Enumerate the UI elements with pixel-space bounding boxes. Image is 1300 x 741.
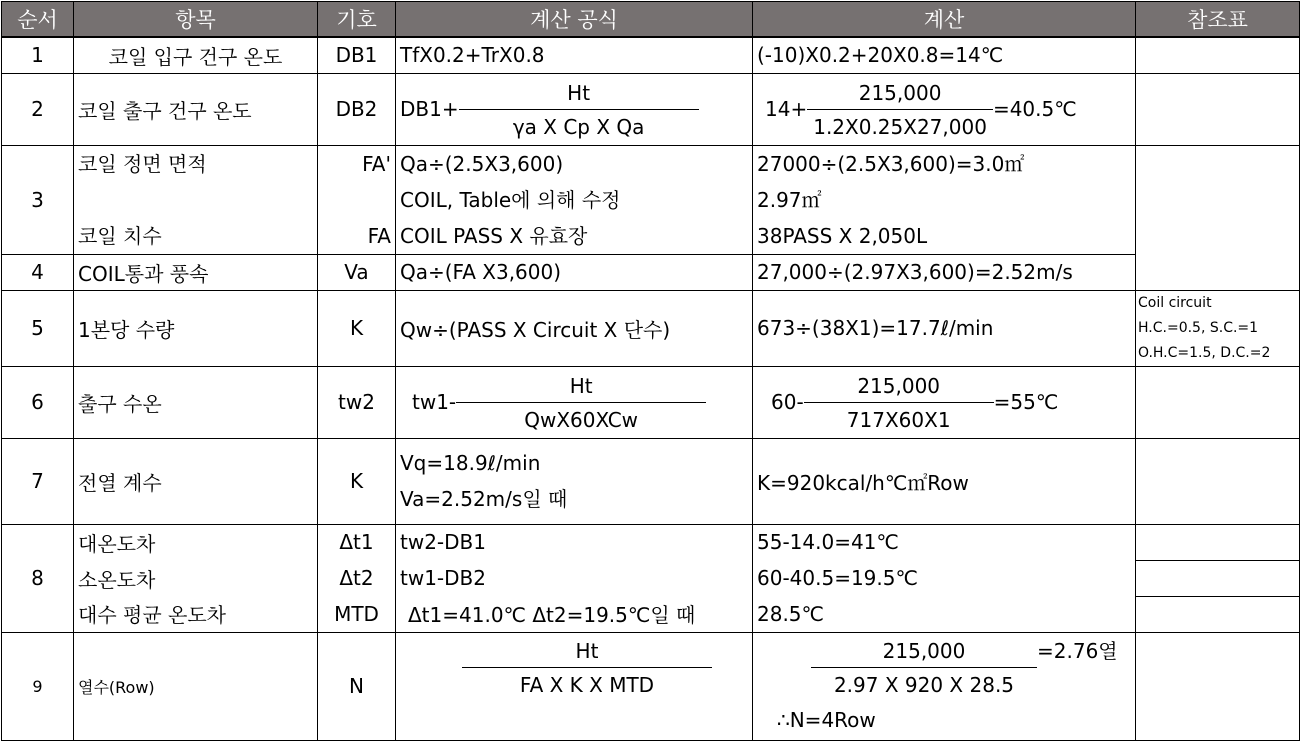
symbol-cell: K <box>318 438 396 524</box>
calculation-cell: 27,000÷(2.97X3,600)=2.52m/s <box>753 254 1136 290</box>
calculation-cell <box>753 145 1136 254</box>
reference-cell <box>1136 632 1300 740</box>
calculation-fraction <box>757 368 1131 437</box>
fraction-numerator: 215,000 <box>858 80 942 105</box>
formula-line: Vq=18.9ℓ/min <box>400 451 541 475</box>
fraction-numerator: Ht <box>569 373 593 398</box>
reference-note: Coil circuit <box>1138 294 1212 311</box>
reference-cell <box>1136 596 1300 632</box>
table-row <box>2 366 1300 438</box>
calc-prefix: 60- <box>771 390 804 414</box>
row-number: 2 <box>2 73 74 145</box>
table-row <box>2 73 1300 145</box>
formula-cell: tw2-DB1 <box>396 524 753 560</box>
fraction-denominator: 2.97 X 920 X 28.5 <box>811 667 1037 702</box>
coil-calculation-table <box>1 1 1300 741</box>
reference-cell <box>1136 524 1300 560</box>
fraction-denominator: FA X K X MTD <box>462 667 712 702</box>
calculation-cell: 673÷(38X1)=17.7ℓ/min <box>753 290 1136 366</box>
formula-fraction <box>400 633 748 702</box>
item-cell: 전열 계수 <box>74 438 318 524</box>
item-label: 코일 정면 면적 <box>78 151 207 176</box>
fraction-numerator: Ht <box>567 80 591 105</box>
col-header-reference: 참조표 <box>1136 2 1300 38</box>
fraction-denominator: 717X60X1 <box>804 402 994 437</box>
symbol-cell: Δt2 <box>318 560 396 596</box>
fraction-numerator: Ht <box>575 638 599 663</box>
calc-prefix: 14+ <box>765 97 808 121</box>
formula-cell <box>396 73 753 145</box>
fraction-numerator: 215,000 <box>857 373 941 398</box>
col-header-calculation: 계산 <box>753 2 1136 38</box>
row-number: 1 <box>2 37 74 73</box>
item-cell: 열수(Row) <box>74 632 318 740</box>
table-row <box>2 290 1300 366</box>
symbol-cell: N <box>318 632 396 740</box>
fraction-denominator: 1.2X0.25X27,000 <box>807 109 993 144</box>
formula-prefix: tw1- <box>412 390 457 414</box>
row-number: 9 <box>2 632 74 740</box>
item-cell: 1본당 수량 <box>74 290 318 366</box>
item-cell: 대온도차 <box>74 524 318 560</box>
calculation-cell: 55-14.0=41℃ <box>753 524 1136 560</box>
calculation-cell: K=920kcal/h℃㎡Row <box>753 438 1136 524</box>
formula-cell: tw1-DB2 <box>396 560 753 596</box>
calc-suffix: =2.76열 <box>1037 638 1118 663</box>
item-cell: 소온도차 <box>74 560 318 596</box>
item-cell: 대수 평균 온도차 <box>74 596 318 632</box>
row-number: 8 <box>2 524 74 632</box>
reference-cell <box>1136 366 1300 438</box>
fraction-denominator: QwX60XCw <box>456 402 706 437</box>
item-cell: COIL통과 풍속 <box>74 254 318 290</box>
item-cell <box>74 145 318 254</box>
fraction-denominator: γa X Cp X Qa <box>459 109 699 144</box>
calculation-fraction <box>757 633 1131 702</box>
symbol-cell: DB2 <box>318 73 396 145</box>
table-row <box>2 524 1300 560</box>
table-row <box>2 596 1300 632</box>
formula-cell <box>396 632 753 740</box>
row-number: 4 <box>2 254 74 290</box>
header-row <box>2 2 1300 38</box>
calculation-cell: 28.5℃ <box>753 596 1136 632</box>
calc-result: ∴N=4Row <box>777 707 876 732</box>
reference-cell <box>1136 560 1300 596</box>
reference-cell <box>1136 37 1300 73</box>
symbol-label: FA' <box>362 151 391 176</box>
formula-cell: Qw÷(PASS X Circuit X 단수) <box>396 290 753 366</box>
calculation-cell: 60-40.5=19.5℃ <box>753 560 1136 596</box>
table-row <box>2 560 1300 596</box>
calculation-cell <box>753 73 1136 145</box>
item-cell: 코일 출구 건구 온도 <box>74 73 318 145</box>
reference-cell <box>1136 73 1300 145</box>
calculation-cell: (-10)X0.2+20X0.8=14℃ <box>753 37 1136 73</box>
formula-cell <box>396 145 753 254</box>
symbol-cell: Va <box>318 254 396 290</box>
row-number: 7 <box>2 438 74 524</box>
formula-line: Qa÷(2.5X3,600) <box>400 151 564 176</box>
col-header-item: 항목 <box>74 2 318 38</box>
table-row <box>2 254 1300 290</box>
row-number: 3 <box>2 145 74 254</box>
formula-fraction <box>400 75 748 144</box>
col-header-order: 순서 <box>2 2 74 38</box>
reference-note: H.C.=0.5, S.C.=1 <box>1138 319 1259 336</box>
symbol-cell: DB1 <box>318 37 396 73</box>
formula-cell <box>396 366 753 438</box>
row-number: 6 <box>2 366 74 438</box>
table-row <box>2 438 1300 524</box>
calculation-line: 2.97㎡ <box>757 187 822 212</box>
calculation-line: 27000÷(2.5X3,600)=3.0㎡ <box>757 151 1025 176</box>
item-label: 코일 치수 <box>78 223 162 248</box>
reference-cell <box>1136 438 1300 524</box>
formula-prefix: DB1+ <box>400 97 459 121</box>
reference-cell <box>1136 290 1300 366</box>
item-label: 코일 입구 건구 온도 <box>108 44 283 69</box>
calculation-fraction <box>757 75 1131 144</box>
formula-cell: TfX0.2+TrX0.8 <box>396 37 753 73</box>
symbol-label: FA <box>367 223 391 248</box>
formula-line: COIL, Table에 의해 수정 <box>400 187 621 212</box>
formula-fraction <box>400 368 748 437</box>
row-number: 5 <box>2 290 74 366</box>
reference-cell <box>1136 145 1300 290</box>
formula-line: COIL PASS X 유효장 <box>400 223 588 248</box>
calculation-line: 38PASS X 2,050L <box>757 223 928 248</box>
fraction-numerator: 215,000 <box>882 638 966 663</box>
calc-suffix: =55℃ <box>993 390 1059 414</box>
formula-cell: Δt1=41.0℃ Δt2=19.5℃일 때 <box>396 596 753 632</box>
table-row <box>2 37 1300 73</box>
col-header-formula: 계산 공식 <box>396 2 753 38</box>
formula-cell: Qa÷(FA X3,600) <box>396 254 753 290</box>
symbol-cell: MTD <box>318 596 396 632</box>
table-row <box>2 632 1300 740</box>
item-cell: 출구 수온 <box>74 366 318 438</box>
formula-cell <box>396 438 753 524</box>
calc-suffix: =40.5℃ <box>992 97 1077 121</box>
formula-line: Va=2.52m/s일 때 <box>400 487 568 511</box>
calculation-cell <box>753 632 1136 740</box>
symbol-cell: tw2 <box>318 366 396 438</box>
item-cell <box>74 37 318 73</box>
table-row <box>2 145 1300 254</box>
calculation-cell <box>753 366 1136 438</box>
symbol-cell: K <box>318 290 396 366</box>
symbol-cell <box>318 145 396 254</box>
col-header-symbol: 기호 <box>318 2 396 38</box>
symbol-cell: Δt1 <box>318 524 396 560</box>
reference-note: O.H.C=1.5, D.C.=2 <box>1138 344 1271 361</box>
